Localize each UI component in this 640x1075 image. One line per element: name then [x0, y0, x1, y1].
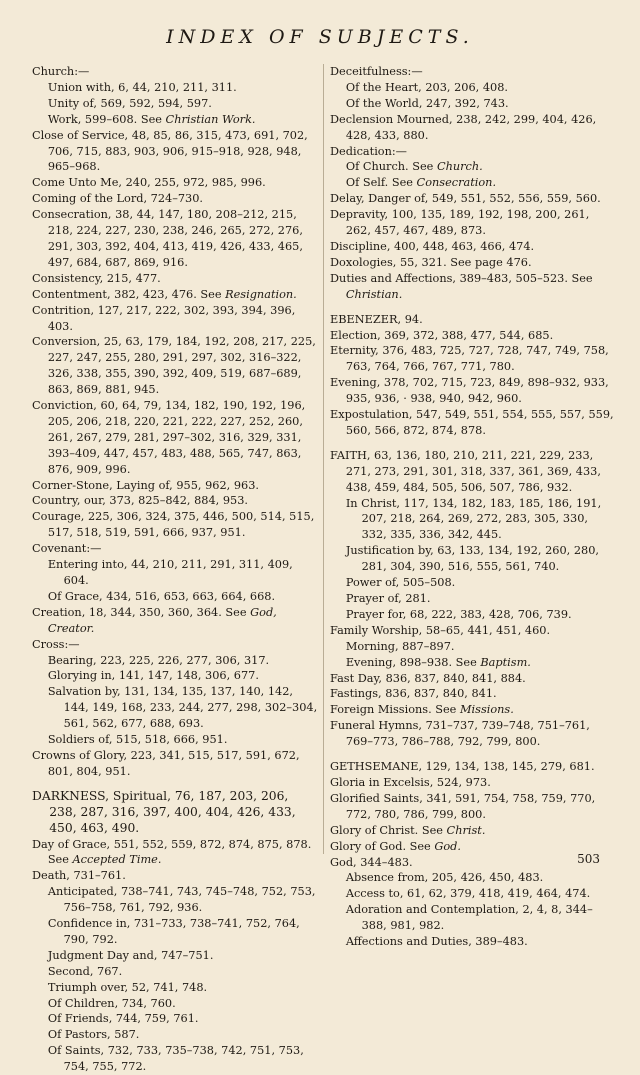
entry-text: Second, 767. [47, 964, 123, 978]
cross-reference: Church. [436, 160, 483, 174]
entry-text: Union with, 6, 44, 210, 211, 311. [47, 80, 237, 94]
entry-text: Of Friends, 744, 759, 761. [47, 1012, 199, 1026]
index-entry [48, 964, 319, 980]
entry-text: Affections and Duties, 389–483. [345, 935, 528, 949]
index-entry [330, 328, 614, 344]
entry-text: Anticipated, 738–741, 743, 745–748, 752, 753, 756–758, 761, 792, 936. [47, 885, 316, 915]
entry-text: Covenant:— [32, 542, 102, 556]
cross-reference: Resignation. [225, 287, 297, 301]
index-entry [330, 64, 614, 80]
entry-text: Church:— [32, 65, 90, 78]
entry-text: DARKNESS, Spiritual, 76, 187, 203, 206, 238, 287, 316, 397, 400, 404, 426, 433, 450, 463, 490. [32, 788, 296, 835]
index-entry [330, 375, 614, 407]
cross-reference: God, Creator. [47, 605, 277, 635]
entry-text: Death, 731–761. [32, 869, 126, 883]
index-entry [32, 493, 319, 509]
index-entry [330, 718, 614, 750]
entry-text: Conversion, 25, 63, 179, 184, 192, 208, 217, 225, 227, 247, 255, 280, 291, 297, 302, 316–322, 326, 338, 355, 390, 392, 409, 519, 687–689, 863, 869, 881, 945. [32, 335, 316, 397]
index-entry [346, 639, 614, 655]
index-entry [32, 191, 319, 207]
index-entry [32, 175, 319, 191]
entry-text: Absence from, 205, 426, 450, 483. [345, 871, 544, 885]
index-entry [346, 607, 614, 623]
index-entry [32, 509, 319, 541]
entry-text: Delay, Danger of, 549, 551, 552, 556, 559, 560. [330, 192, 601, 206]
index-entry [48, 1011, 319, 1027]
index-entry [48, 668, 319, 684]
index-entry [346, 655, 614, 671]
index-entry [32, 868, 319, 884]
entry-text: Morning, 887–897. [345, 639, 455, 653]
index-entry [32, 605, 319, 637]
entry-text: Deceitfulness:— [330, 65, 423, 78]
entry-text: Prayer of, 281. [345, 592, 431, 605]
entry-text: Doxologies, 55, 321. See page 476. [330, 255, 532, 269]
index-entry [32, 837, 319, 869]
entry-text: Entering into, 44, 210, 211, 291, 311, 409, 604. [47, 558, 293, 587]
entry-text: Conviction, 60, 64, 79, 134, 182, 190, 192, 196, 205, 206, 218, 220, 221, 222, 227, 252, 260, 261, 267, 279, 281, 297–302, 316, 329, 331, 393–409, 447, 457, 483, 488, 565, 747, 863, 876, 909, 996. [32, 399, 306, 476]
index-entry [330, 271, 614, 303]
cross-reference: Christian. [345, 287, 403, 301]
index-entry [330, 112, 614, 144]
entry-text: Corner-Stone, Laying of, 955, 962, 963. [32, 478, 259, 492]
index-entry [346, 902, 614, 934]
entry-text: Justification by, 63, 133, 134, 192, 260, 280, 281, 304, 390, 516, 555, 561, 740. [345, 544, 599, 574]
entry-text: Discipline, 400, 448, 463, 466, 474. [330, 239, 535, 253]
entry-text: Depravity, 100, 135, 189, 192, 198, 200, 261, 262, 457, 467, 489, 873. [330, 208, 590, 238]
entry-text: Dedication:— [330, 144, 407, 158]
index-entry [346, 934, 614, 950]
entry-text: Come Unto Me, 240, 255, 972, 985, 996. [32, 176, 266, 190]
entry-text: God, 344–483. [330, 855, 413, 869]
entry-text: EBENEZER, 94. [330, 312, 423, 326]
index-entry [330, 823, 614, 839]
page-title: INDEX OF SUBJECTS. [166, 26, 474, 48]
entry-text: Confidence in, 731–733, 738–741, 752, 764, 790, 792. [47, 917, 300, 946]
entry-text: Gloria in Excelsis, 524, 973. [330, 775, 491, 789]
entry-text: Glorying in, 141, 147, 148, 306, 677. [47, 669, 259, 683]
entry-text: Work, 599–608. See [47, 112, 166, 126]
entry-text: Courage, 225, 306, 324, 375, 446, 500, 514, 515, 517, 518, 519, 591, 666, 937, 951. [32, 510, 315, 540]
index-entry [330, 239, 614, 255]
entry-text: Declension Mourned, 238, 242, 299, 404, 426, 428, 433, 880. [330, 112, 597, 142]
entry-text: Glory of Christ. See [330, 823, 447, 837]
index-entry [330, 791, 614, 823]
index-entry [330, 144, 614, 160]
entry-text: Consecration, 38, 44, 147, 180, 208–212, 215, 218, 224, 227, 230, 238, 246, 265, 272, 276, 291, 303, 392, 404, 413, 419, 426, 433, 465, 497, 684, 687, 869, 916. [32, 208, 303, 269]
index-entry [346, 159, 614, 175]
index-entry [32, 303, 319, 335]
index-entry [330, 759, 614, 775]
entry-text: Creation, 18, 344, 350, 360, 364. See [32, 605, 251, 619]
entry-text: Access to, 61, 62, 379, 418, 419, 464, 474. [345, 887, 591, 901]
index-entry [32, 478, 319, 494]
index-entry [330, 448, 614, 496]
index-entry [48, 732, 319, 748]
index-entry [48, 948, 319, 964]
entry-text: Judgment Day and, 747–751. [47, 948, 214, 962]
index-entry [48, 112, 319, 128]
index-entry [346, 575, 614, 591]
index-entry [48, 996, 319, 1012]
entry-text: Of Children, 734, 760. [47, 996, 176, 1010]
cross-reference: Missions. [459, 703, 514, 717]
index-entry [346, 870, 614, 886]
entry-text: Crowns of Glory, 223, 341, 515, 517, 591, 672, 801, 804, 951. [32, 748, 300, 778]
index-entry [32, 287, 319, 303]
index-entry [32, 128, 319, 176]
entry-text: Close of Service, 48, 85, 86, 315, 473, 691, 702, 706, 715, 883, 903, 906, 915–918, 928, 948, 965–968. [32, 128, 308, 174]
entry-text: Eternity, 376, 483, 725, 727, 728, 747, 749, 758, 763, 764, 766, 767, 771, 780. [330, 344, 609, 374]
entry-text: Evening, 898–938. See [345, 655, 481, 669]
cross-reference: Accepted Time. [72, 853, 162, 867]
entry-text: Of Self. See [345, 176, 417, 190]
index-entry [32, 789, 319, 837]
cross-reference: Consecration. [416, 176, 497, 190]
index-entry [330, 623, 614, 639]
entry-text: Of Church. See [345, 160, 437, 174]
index-entry [32, 271, 319, 287]
index-column-right [330, 64, 614, 950]
index-entry [346, 96, 614, 112]
index-entry [48, 589, 319, 605]
cross-reference: God. [434, 839, 461, 853]
index-entry [32, 207, 319, 271]
entry-text: Consistency, 215, 477. [32, 271, 161, 285]
index-entry [330, 671, 614, 687]
index-entry [330, 686, 614, 702]
index-entry [48, 653, 319, 669]
entry-text: Coming of the Lord, 724–730. [32, 192, 204, 206]
index-entry [32, 637, 319, 653]
entry-text: Of the World, 247, 392, 743. [345, 96, 509, 110]
index-entry [32, 748, 319, 780]
entry-text: Soldiers of, 515, 518, 666, 951. [47, 733, 228, 747]
index-entry [48, 557, 319, 589]
cross-reference: Christian Work. [165, 112, 256, 126]
index-entry [330, 855, 614, 871]
index-entry [346, 886, 614, 902]
index-entry [346, 80, 614, 96]
entry-text: Contentment, 382, 423, 476. See [32, 287, 226, 301]
index-entry [48, 684, 319, 732]
index-entry [48, 80, 319, 96]
index-entry [48, 980, 319, 996]
entry-text: Evening, 378, 702, 715, 723, 849, 898–932, 933, 935, 936, · 938, 940, 942, 960. [330, 376, 609, 406]
index-entry [346, 543, 614, 575]
entry-text: FAITH, 63, 136, 180, 210, 211, 221, 229, 233, 271, 273, 291, 301, 318, 337, 361, 369, 433, 438, 459, 484, 505, 506, 507, 786, 932. [330, 448, 601, 494]
index-entry [346, 496, 614, 544]
entry-text: Election, 369, 372, 388, 477, 544, 685. [330, 328, 554, 342]
index-entry [330, 702, 614, 718]
entry-text: Glory of God. See [330, 839, 435, 853]
index-entry [330, 839, 614, 855]
entry-text: Expostulation, 547, 549, 551, 554, 555, 557, 559, 560, 566, 872, 874, 878. [330, 408, 614, 437]
page-number: 503 [577, 852, 600, 866]
column-divider [323, 64, 324, 854]
entry-text: Bearing, 223, 225, 226, 277, 306, 317. [47, 653, 270, 667]
index-entry [32, 334, 319, 398]
index-entry [330, 255, 614, 271]
entry-text: Funeral Hymns, 731–737, 739–748, 751–761, 769–773, 786–788, 792, 799, 800. [330, 719, 590, 749]
cross-reference: Christ. [446, 823, 486, 837]
entry-text: Of Saints, 732, 733, 735–738, 742, 751, 753, 754, 755, 772. [47, 1044, 304, 1074]
entry-text: Of Grace, 434, 516, 653, 663, 664, 668. [47, 589, 276, 603]
index-entry [32, 541, 319, 557]
index-entry [346, 591, 614, 607]
entry-text: Family Worship, 58–65, 441, 451, 460. [330, 623, 551, 637]
entry-text: Country, our, 373, 825–842, 884, 953. [32, 494, 249, 508]
index-entry [48, 96, 319, 112]
entry-text: Fast Day, 836, 837, 840, 841, 884. [330, 671, 526, 685]
entry-text: Fastings, 836, 837, 840, 841. [330, 687, 497, 701]
index-entry [330, 207, 614, 239]
index-entry [330, 343, 614, 375]
entry-text: Day of Grace, 551, 552, 559, 872, 874, 875, 878. See [32, 837, 312, 867]
entry-text: Unity of, 569, 592, 594, 597. [47, 96, 212, 110]
index-entry [48, 884, 319, 916]
index-entry [330, 775, 614, 791]
entry-text: Triumph over, 52, 741, 748. [47, 980, 208, 994]
cross-reference: Baptism. [480, 655, 531, 669]
entry-text: Salvation by, 131, 134, 135, 137, 140, 142, 144, 149, 168, 233, 244, 277, 298, 302–304, 561, 562, 677, 688, 693. [47, 685, 318, 731]
index-entry [330, 407, 614, 439]
entry-text: Of Pastors, 587. [47, 1028, 140, 1042]
index-entry [346, 175, 614, 191]
index-column-left [32, 64, 319, 1075]
entry-text: Cross:— [32, 637, 80, 651]
index-entry [32, 64, 319, 80]
index-entry [330, 312, 614, 328]
entry-text: Foreign Missions. See [330, 703, 460, 717]
entry-text: Duties and Affections, 389–483, 505–523. See [330, 271, 593, 285]
index-entry [330, 191, 614, 207]
entry-text: Of the Heart, 203, 206, 408. [345, 80, 508, 94]
entry-text: In Christ, 117, 134, 182, 183, 185, 186, 191, 207, 218, 264, 269, 272, 283, 305, 330, 332, 335, 336, 342, 445. [345, 496, 602, 542]
entry-text: GETHSEMANE, 129, 134, 138, 145, 279, 681. [330, 760, 595, 774]
entry-text: Prayer for, 68, 222, 383, 428, 706, 739. [345, 607, 572, 621]
index-entry [32, 398, 319, 478]
index-entry [48, 1027, 319, 1043]
entry-text: Contrition, 127, 217, 222, 302, 393, 394, 396, 403. [32, 303, 296, 333]
entry-text: Adoration and Contemplation, 2, 4, 8, 344–388, 981, 982. [345, 903, 593, 933]
entry-text: Power of, 505–508. [345, 576, 456, 590]
index-entry [48, 1043, 319, 1075]
index-entry [48, 916, 319, 948]
entry-text: Glorified Saints, 341, 591, 754, 758, 759, 770, 772, 780, 786, 799, 800. [330, 791, 596, 821]
